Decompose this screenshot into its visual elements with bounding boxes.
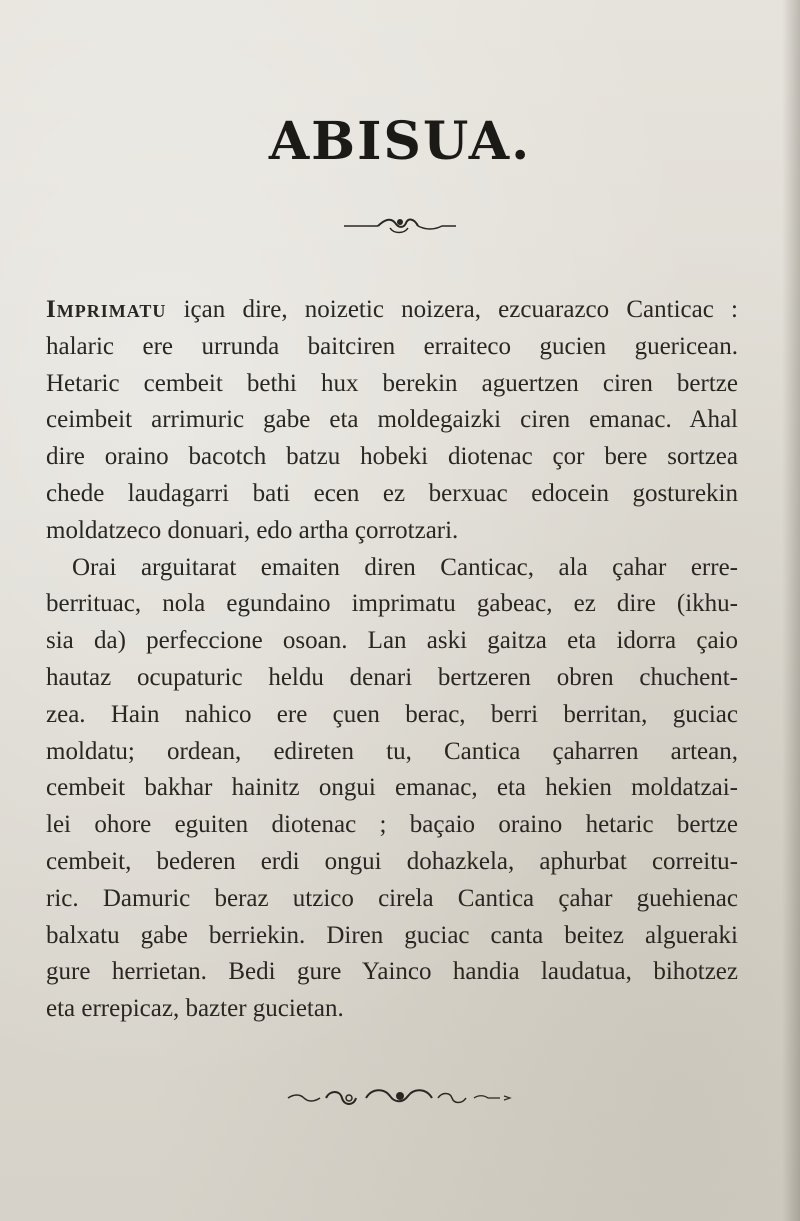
text-line: sia da) perfeccione osoan. Lan aski gaitza eta idorra çaio xyxy=(46,627,738,655)
text-line: cembeit, bederen erdi ongui dohazkela, aphurbat correitu- xyxy=(46,847,738,875)
text-line: Hetaric cembeit bethi hux berekin aguertzen ciren bertze xyxy=(46,369,738,397)
text-line: halaric ere urrunda baitciren erraiteco gucien guericean. xyxy=(46,332,738,360)
text-line: lei ohore eguiten diotenac ; baçaio oraino hetaric bertze xyxy=(46,811,738,839)
text-line: ceimbeit arrimuric gabe eta moldegaizki ciren emanac. Ahal xyxy=(46,406,738,434)
bottom-ornament-icon xyxy=(270,1078,530,1118)
body-text xyxy=(46,292,738,1028)
text-line: moldatu; ordean, edireten tu, Cantica çaharren artean, xyxy=(46,737,738,765)
top-ornament-icon xyxy=(300,206,500,246)
text-line: Orai arguitarat emaiten diren Canticac, ala çahar erre- xyxy=(72,553,738,581)
page-edge-shadow xyxy=(782,0,800,1221)
text-line: gure herrietan. Bedi gure Yainco handia laudatua, bihotzez xyxy=(46,958,738,986)
page-title: ABISUA. xyxy=(268,111,532,172)
text-line: zea. Hain nahico ere çuen berac, berri berritan, guciac xyxy=(46,700,738,728)
lead-word: Imprimatu xyxy=(46,296,167,323)
text-line: moldatzeco donuari, edo artha çorrotzari. xyxy=(46,516,459,544)
text-line: Imprimatu içan dire, noizetic noizera, ezcuarazco Canticac : xyxy=(46,296,738,323)
text-line: ric. Damuric beraz utzico cirela Cantica çahar guehienac xyxy=(46,884,738,912)
text-line: berrituac, nola egundaino imprimatu gabeac, ez dire (ikhu- xyxy=(46,590,738,618)
text-line: eta errepicaz, bazter gucietan. xyxy=(46,995,344,1023)
text-line: cembeit bakhar hainitz ongui emanac, eta hekien moldatzai- xyxy=(46,774,738,802)
text-line: balxatu gabe berriekin. Diren guciac canta beitez algueraki xyxy=(46,921,738,949)
text-line: dire oraino bacotch batzu hobeki diotenac çor bere sortzea xyxy=(46,443,738,471)
text-line: chede laudagarri bati ecen ez berxuac edocein gosturekin xyxy=(46,479,738,507)
text-line: hautaz ocupaturic heldu denari bertzeren obren chuchent- xyxy=(46,663,738,691)
